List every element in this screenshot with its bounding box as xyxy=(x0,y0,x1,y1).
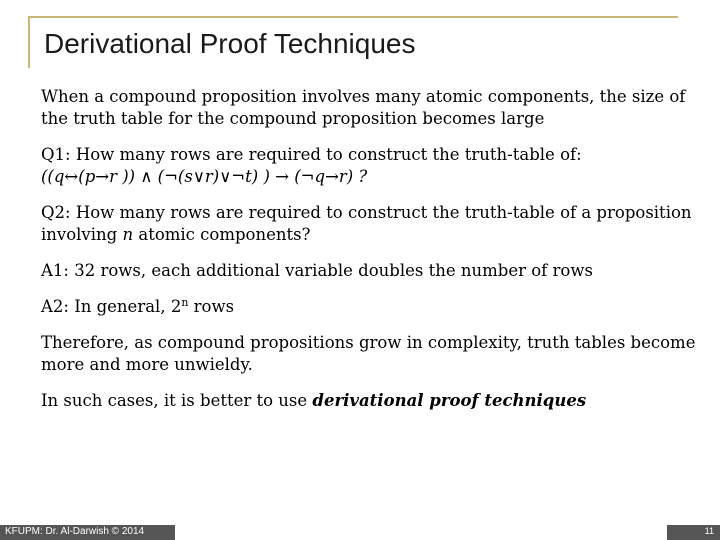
answer-2 xyxy=(41,296,701,318)
question-2-text: Q2: How many rows are required to construct the truth-table of a proposition involving xyxy=(41,203,692,244)
answer-2-exponent: n xyxy=(181,296,189,309)
intro-paragraph: When a compound proposition involves many atomic components, the size of the truth table for the compound proposition becomes large xyxy=(41,87,686,128)
slide-body xyxy=(41,86,701,426)
conclusion-text: In such cases, it is better to use xyxy=(41,391,313,410)
question-2-suffix: atomic components? xyxy=(133,225,311,244)
title-frame-left-rule xyxy=(28,16,30,68)
footer-page-bar xyxy=(667,525,720,540)
conclusion-paragraph xyxy=(41,390,701,412)
footer-credit-bar xyxy=(0,525,175,540)
title-frame-top-rule xyxy=(28,16,678,18)
question-2-variable: n xyxy=(122,225,134,244)
question-1-formula: ((q↔(p→r )) ∧ (¬(s∨r)∨¬t) ) → (¬q→r) ? xyxy=(41,167,368,186)
answer-2-suffix: rows xyxy=(188,297,235,316)
footer-credit: KFUPM: Dr. Al-Darwish © 2014 xyxy=(5,526,145,537)
question-1-text: Q1: How many rows are required to construct the truth-table of: xyxy=(41,145,582,164)
page-number: 11 xyxy=(704,526,714,536)
slide-title: Derivational Proof Techniques xyxy=(44,28,416,59)
question-2 xyxy=(41,202,701,246)
conclusion-emphasis: derivational proof techniques xyxy=(312,391,587,410)
therefore-paragraph: Therefore, as compound propositions grow in complexity, truth tables become more and more unwieldy. xyxy=(41,333,696,374)
question-1 xyxy=(41,144,701,188)
answer-2-text: A2: In general, 2 xyxy=(41,297,182,316)
answer-1: A1: 32 rows, each additional variable doubles the number of rows xyxy=(41,261,593,280)
